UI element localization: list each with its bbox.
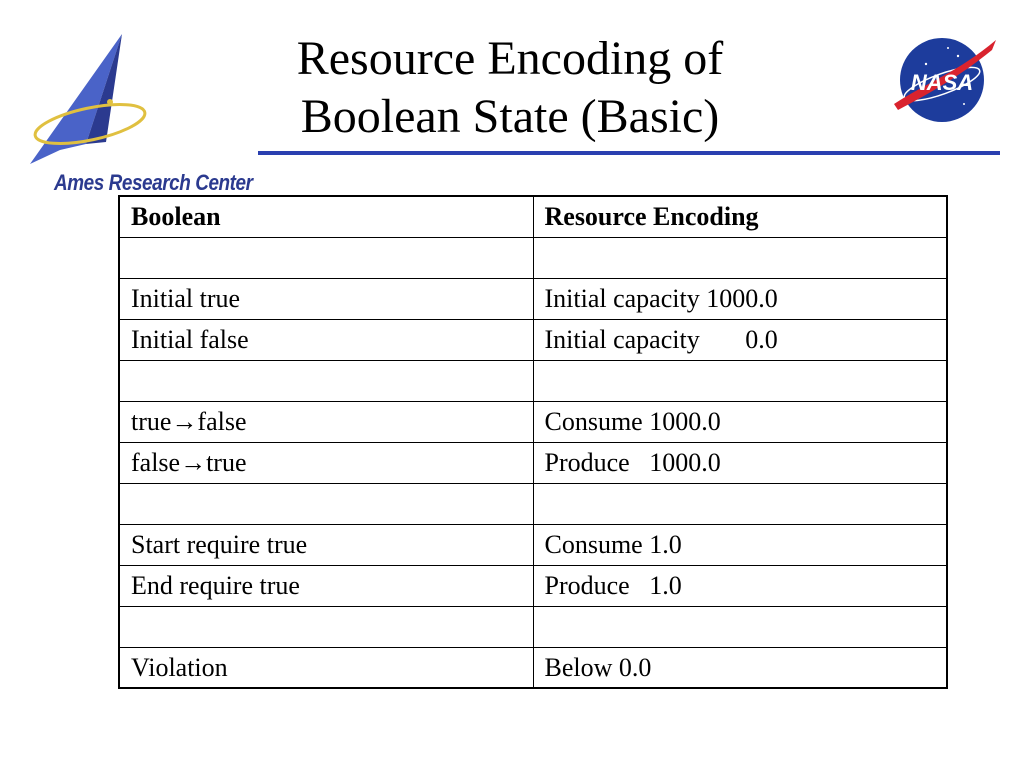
cell-boolean — [119, 606, 533, 647]
cell-encoding: Consume 1000.0 — [533, 401, 947, 442]
cell-boolean: Start require true — [119, 524, 533, 565]
header-resource-encoding: Resource Encoding — [533, 196, 947, 237]
cell-boolean: End require true — [119, 565, 533, 606]
title-underline — [258, 151, 1000, 155]
cell-boolean: Initial false — [119, 319, 533, 360]
cell-encoding — [533, 483, 947, 524]
cell-encoding: Initial capacity 0.0 — [533, 319, 947, 360]
nasa-logo-icon — [888, 34, 1000, 126]
table-row — [119, 565, 947, 606]
table-row — [119, 319, 947, 360]
nasa-meatball-logo — [888, 34, 1000, 126]
title-line-2: Boolean State (Basic) — [300, 90, 720, 143]
ames-logo-text: Ames Research Center — [54, 170, 253, 195]
cell-encoding: Produce 1.0 — [533, 565, 947, 606]
cell-boolean — [119, 483, 533, 524]
table-row — [119, 237, 947, 278]
cell-encoding: Produce 1000.0 — [533, 442, 947, 483]
cell-encoding — [533, 237, 947, 278]
table-row — [119, 483, 947, 524]
header-boolean: Boolean — [119, 196, 533, 237]
nasa-logo-text: NASA — [910, 70, 974, 95]
table-row — [119, 360, 947, 401]
cell-encoding: Below 0.0 — [533, 647, 947, 688]
cell-encoding — [533, 360, 947, 401]
slide-title — [200, 30, 820, 146]
table-row — [119, 442, 947, 483]
table-row — [119, 524, 947, 565]
cell-boolean: Initial true — [119, 278, 533, 319]
title-line-1: Resource Encoding of — [296, 32, 724, 85]
cell-encoding: Initial capacity 1000.0 — [533, 278, 947, 319]
table-row — [119, 647, 947, 688]
cell-encoding: Consume 1.0 — [533, 524, 947, 565]
cell-boolean — [119, 237, 533, 278]
cell-encoding — [533, 606, 947, 647]
table-row — [119, 401, 947, 442]
table-row — [119, 606, 947, 647]
cell-boolean — [119, 360, 533, 401]
cell-boolean: true→false — [119, 401, 533, 442]
cell-boolean: Violation — [119, 647, 533, 688]
cell-boolean: false→true — [119, 442, 533, 483]
table-header-row — [119, 196, 947, 237]
table-row — [119, 278, 947, 319]
encoding-table — [118, 195, 948, 689]
